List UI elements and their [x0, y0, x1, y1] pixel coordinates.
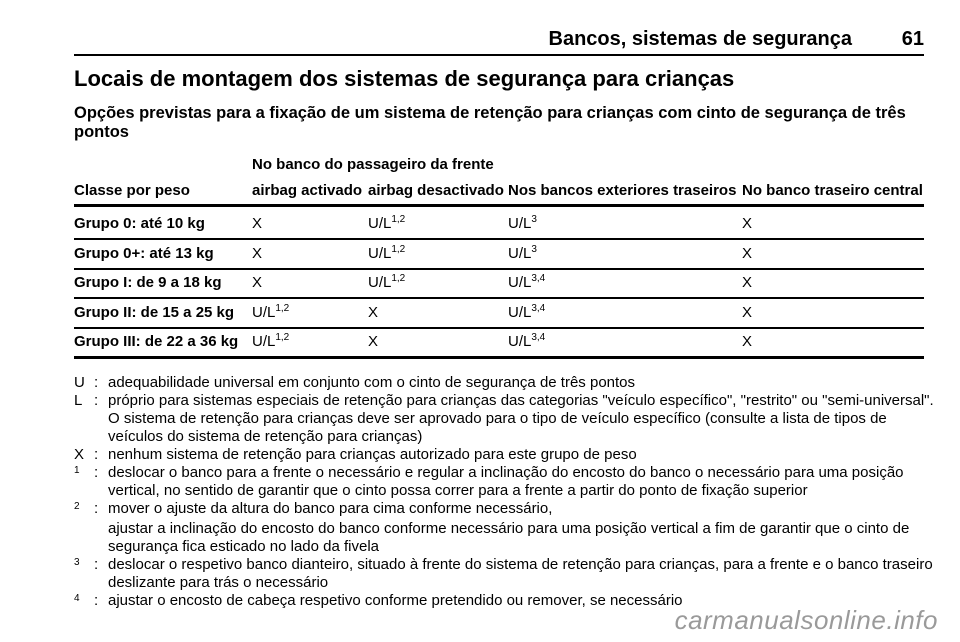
footnote-text: deslocar o banco para a frente o necessário e regular a inclinação do encosto do banco o necessário para uma posição vertical, no sentido de garantir que o cinto possa correr para a frente a partir do ponto de fixação superior [108, 464, 904, 499]
footnote-separator: : [94, 592, 99, 609]
footnote-number-text: 4 [74, 593, 80, 604]
cell-value: U/L [508, 333, 532, 350]
footnote-item [74, 392, 934, 446]
footnote-number-text: 2 [74, 501, 80, 512]
table-cell [252, 245, 262, 262]
footnote-ref: 3 [531, 243, 537, 255]
cell-value: U/L [508, 274, 532, 291]
cell-value: U/L [252, 303, 276, 321]
page-header [74, 28, 924, 56]
section-subtitle: Opções previstas para a fixação de um sistema de retenção para crianças com cinto de segurança de três pontos [74, 104, 906, 141]
cell-value: Grupo 0: até 10 kg [74, 215, 205, 232]
table-cell [508, 245, 537, 262]
footnote-ref: 1,2 [391, 273, 406, 284]
table-cell [368, 333, 378, 350]
table-cell [508, 304, 545, 321]
footnote-key: L [74, 392, 83, 409]
cell-value: Grupo I: de 9 a 18 kg [74, 274, 222, 291]
cell-value: U/L [508, 215, 532, 232]
footnote-separator: : [94, 464, 99, 481]
table-group-header: No banco do passageiro da frente [252, 156, 494, 173]
footnote-separator: : [94, 374, 99, 391]
row-rule [74, 297, 924, 299]
footnote-text: mover o ajuste da altura do banco para cima conforme necessário, [108, 500, 553, 517]
page-title: Locais de montagem dos sistemas de segurança para crianças [74, 66, 735, 91]
row-rule [74, 268, 924, 270]
cell-value: X [742, 333, 753, 350]
col-header-rear-outer: Nos bancos exteriores traseiros [508, 182, 737, 199]
cell-value: U/L [368, 215, 392, 232]
cell-value: X [252, 244, 263, 262]
footnote-item [74, 520, 934, 556]
cell-value: X [742, 244, 753, 262]
table-header-rule [74, 204, 924, 207]
table-cell [252, 333, 289, 350]
footnote-key: X [74, 446, 85, 463]
footnote-key: U [74, 374, 85, 391]
footnote-number [74, 464, 80, 482]
footnote-ref: 1,2 [275, 332, 290, 343]
table-cell [368, 304, 378, 321]
table-cell [742, 333, 752, 350]
footnote-item [74, 446, 934, 464]
footnote-text: ajustar a inclinação do encosto do banco conforme necessário para uma posição vertical a fim de garantir que o cinto de segurança fica esticado no lado da fivela [108, 520, 910, 555]
footnote-text: nenhum sistema de retenção para crianças autorizado para este grupo de peso [108, 446, 637, 463]
footnote-ref: 3,4 [531, 273, 546, 284]
footnote-ref: 3,4 [531, 332, 546, 343]
footnote-text: deslocar o respetivo banco dianteiro, situado à frente do sistema de retenção para crianças, para a frente e o banco traseiro deslizante para trás o necessário [108, 556, 933, 591]
table-cell [508, 274, 545, 291]
cell-value: X [252, 274, 263, 291]
section-title: Bancos, sistemas de segurança [548, 28, 852, 50]
cell-value: U/L [252, 333, 276, 350]
table-cell [508, 333, 545, 350]
row-label [74, 304, 234, 321]
cell-value: X [368, 333, 379, 350]
footnote-ref: 3 [531, 214, 537, 225]
row-label [74, 215, 205, 232]
col-header-airbag-off: airbag desactivado [368, 182, 504, 199]
footnote-text: ajustar o encosto de cabeça respetivo conforme pretendido ou remover, se necessário [108, 592, 683, 609]
footnote-ref: 1,2 [391, 243, 406, 255]
table-cell [508, 215, 537, 232]
footnote-ref: 1,2 [275, 302, 290, 314]
row-label [74, 245, 214, 262]
footnote-item [74, 374, 934, 392]
footnote-number [74, 592, 80, 610]
cell-value: Grupo III: de 22 a 36 kg [74, 333, 239, 350]
cell-value: Grupo 0+: até 13 kg [74, 244, 214, 262]
cell-value: X [742, 303, 753, 321]
footnote-text: adequabilidade universal em conjunto com o cinto de segurança de três pontos [108, 374, 636, 391]
table-cell [368, 245, 405, 262]
table-cell [368, 274, 405, 291]
col-header-airbag-on: airbag activado [252, 182, 363, 199]
footnote-item [74, 556, 934, 592]
cell-value: U/L [368, 274, 392, 291]
row-rule [74, 327, 924, 329]
footnote-number-text: 1 [74, 465, 80, 476]
footnote-number [74, 556, 80, 574]
table-cell [742, 245, 752, 262]
footnote-item [74, 500, 934, 518]
footnote-item [74, 464, 934, 500]
footnote-number-text: 3 [74, 557, 80, 568]
table-cell [742, 215, 752, 232]
footnote-ref: 1,2 [391, 214, 406, 225]
footnote-separator: : [94, 446, 99, 463]
footnote-separator: : [94, 556, 99, 573]
footnote-ref: 3,4 [531, 302, 546, 314]
col-header-rear-center: No banco traseiro central [742, 182, 923, 199]
cell-value: X [742, 274, 753, 291]
cell-value: U/L [508, 303, 532, 321]
table-cell [368, 215, 405, 232]
table-cell [252, 304, 289, 321]
cell-value: X [368, 303, 379, 321]
cell-value: U/L [368, 244, 392, 262]
watermark: carmanualsonline.info [674, 605, 938, 635]
footnote-separator: : [94, 392, 99, 409]
table-cell [252, 215, 262, 232]
footnote-text: próprio para sistemas especiais de retenção para crianças das categorias "veículo específico", "restrito" ou "semi-universal". O sistema de retenção para crianças deve ser aprovado para o tipo de veículo específico (consulte a lista de tipos de veículos do sistema de retenção para crianças) [108, 392, 934, 445]
table-cell [742, 304, 752, 321]
table-cell [742, 274, 752, 291]
cell-value: U/L [508, 244, 532, 262]
cell-value: X [742, 215, 753, 232]
page-number: 61 [901, 28, 924, 50]
footnote-separator: : [94, 500, 99, 517]
row-label [74, 333, 238, 350]
footnote-number [74, 500, 80, 518]
row-rule [74, 356, 924, 359]
cell-value: X [252, 215, 263, 232]
cell-value: Grupo II: de 15 a 25 kg [74, 303, 235, 321]
row-rule [74, 238, 924, 240]
col-header-weight-class: Classe por peso [74, 182, 190, 199]
row-label [74, 274, 222, 291]
table-cell [252, 274, 262, 291]
